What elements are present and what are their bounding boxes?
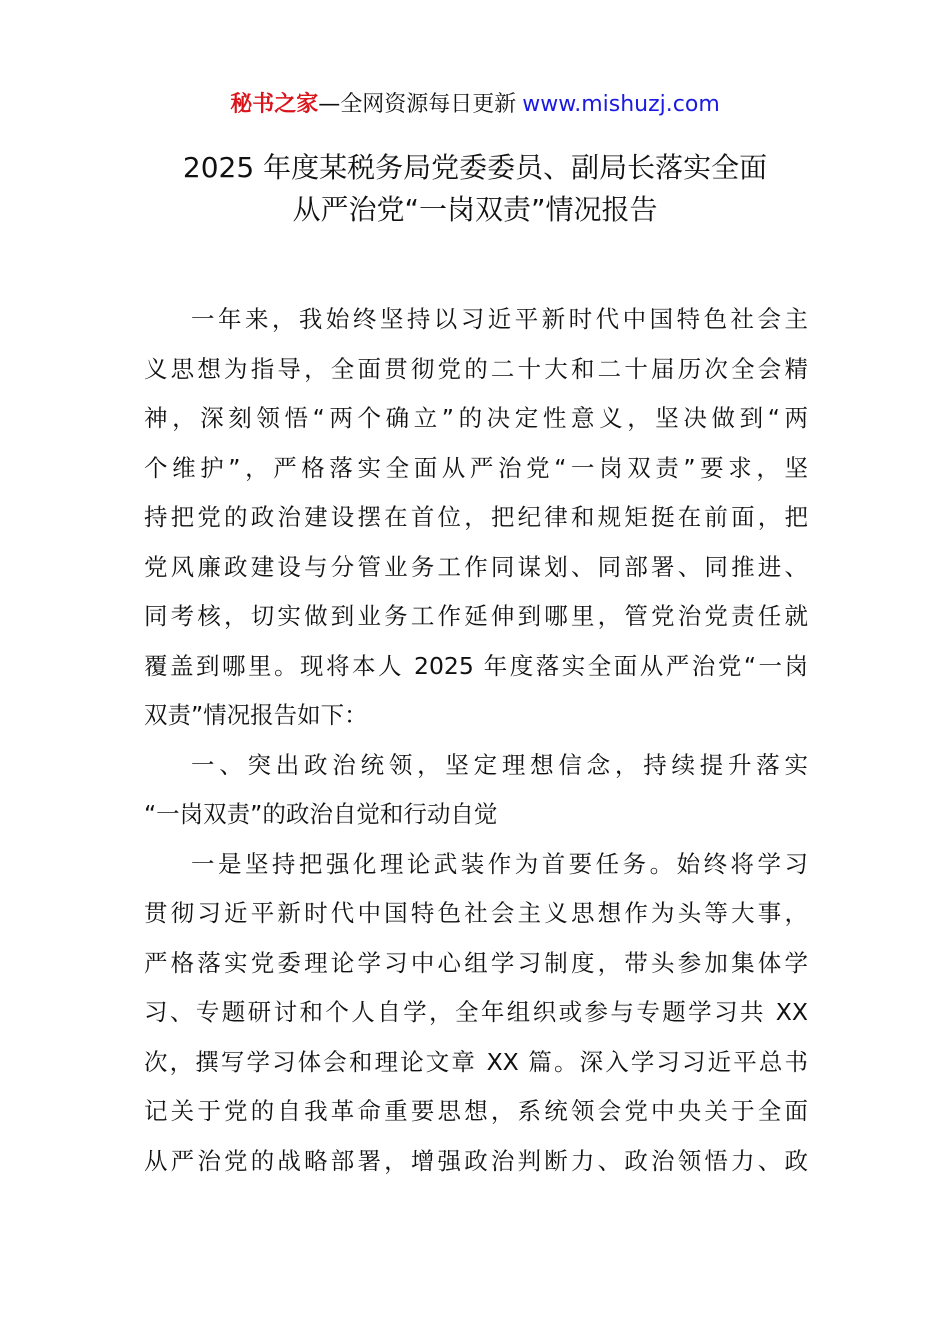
header-dash: —: [318, 92, 341, 117]
body-line: 覆盖到哪里。现将本人 2025 年度落实全面从严治党“一岗: [144, 651, 808, 680]
body-line: 义思想为指导，全面贯彻党的二十大和二十届历次全会精: [144, 354, 808, 383]
body-line: 严格落实党委理论学习中心组学习制度，带头参加集体学: [144, 948, 808, 977]
section-heading-line: “一岗双责”的政治自觉和行动自觉: [144, 800, 498, 828]
body-line: 同考核，切实做到业务工作延伸到哪里，管党治党责任就: [144, 602, 808, 630]
document-title: [0, 147, 950, 231]
body-line: 党风廉政建设与分管业务工作同谋划、同部署、同推进、: [144, 552, 808, 581]
site-url-link[interactable]: www.mishuzj.com: [522, 92, 720, 117]
site-header: [0, 88, 950, 122]
body-line: 个维护”，严格落实全面从严治党“一岗双责”要求，坚: [144, 453, 808, 482]
section-heading-line: 一、突出政治统领，坚定理想信念，持续提升落实: [191, 750, 808, 779]
body-line: 贯彻习近平新时代中国特色社会主义思想作为头等大事，: [144, 899, 808, 927]
site-tagline: 全网资源每日更新: [340, 92, 517, 117]
body-line: 记关于党的自我革命重要思想，系统领会党中央关于全面: [144, 1097, 808, 1125]
document-body: [144, 295, 808, 1186]
body-line: 双责”情况报告如下：: [144, 701, 368, 729]
title-line-2: 从严治党“一岗双责”情况报告: [292, 193, 658, 226]
title-line-1: 2025 年度某税务局党委委员、副局长落实全面: [182, 151, 768, 184]
body-line: 习、专题研讨和个人自学，全年组织或参与专题学习共 XX: [144, 998, 808, 1026]
body-line: 神，深刻领悟“两个确立”的决定性意义，坚决做到“两: [144, 404, 808, 432]
site-name: 秘书之家: [230, 92, 319, 117]
body-line: 次，撰写学习体会和理论文章 XX 篇。深入学习习近平总书: [144, 1047, 808, 1076]
body-line: 持把党的政治建设摆在首位，把纪律和规矩挺在前面，把: [144, 503, 808, 531]
body-line: 一是坚持把强化理论武装作为首要任务。始终将学习: [191, 849, 808, 878]
body-line: 一年来，我始终坚持以习近平新时代中国特色社会主: [191, 305, 808, 333]
body-line: 从严治党的战略部署，增强政治判断力、政治领悟力、政: [144, 1146, 808, 1175]
